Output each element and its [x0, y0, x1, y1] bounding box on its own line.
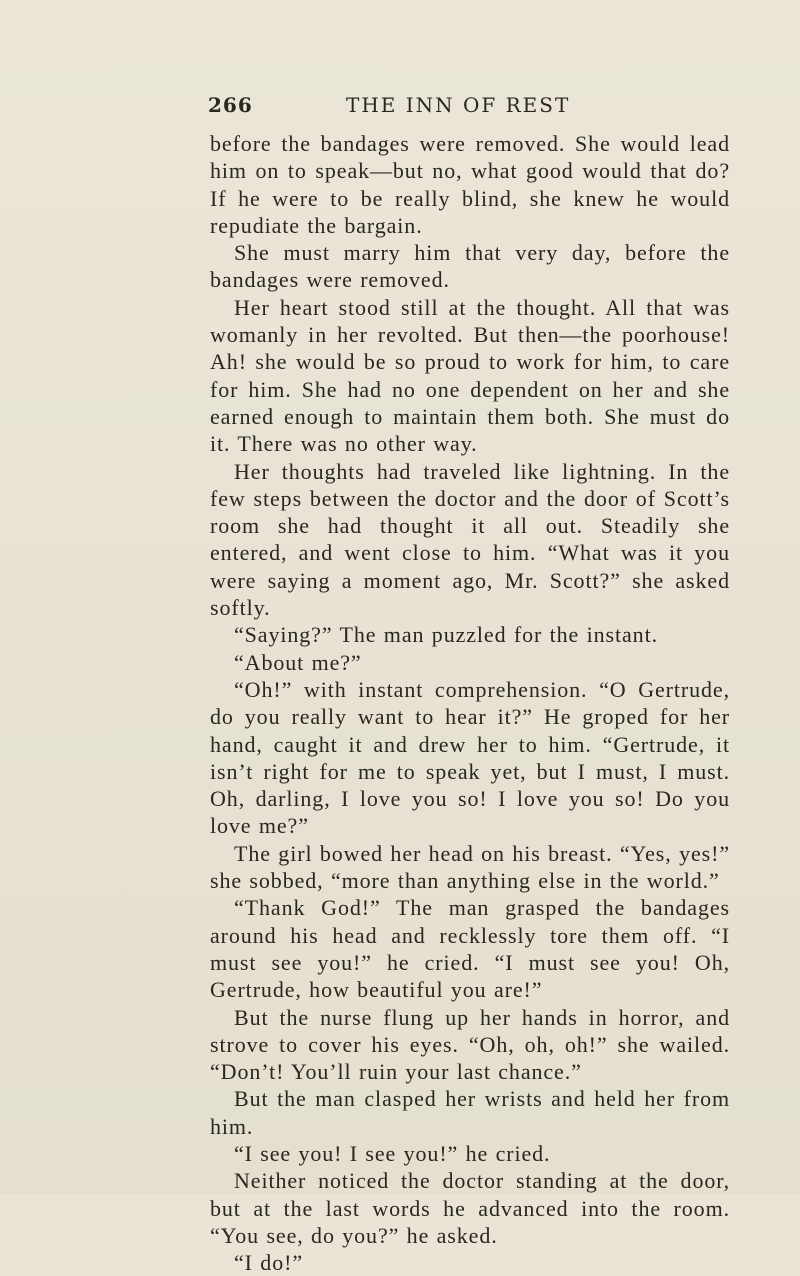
- paragraph: But the nurse flung up her hands in horror, and strove to cover his eyes. “Oh, oh, oh!” she wailed. “Don’t! You’ll ruin your last chance.”: [210, 1004, 730, 1085]
- paragraph: “I see you! I see you!” he cried.: [234, 1140, 551, 1166]
- page-header: [208, 93, 728, 119]
- paragraph: “About me?”: [234, 649, 362, 675]
- paragraph: “I do!”: [234, 1250, 303, 1276]
- paragraph: “Saying?” The man puzzled for the instant.: [234, 622, 658, 648]
- paragraph: She must marry him that very day, before the bandages were removed.: [210, 240, 730, 293]
- paragraph: The girl bowed her head on his breast. “Yes, yes!” she sobbed, “more than anything else in the world.”: [210, 840, 730, 894]
- paragraph: before the bandages were removed. She would lead him on to speak—but no, what good would that do? If he were to be really blind, she knew he would repudiate the bargain.: [210, 131, 730, 238]
- body-text: [210, 130, 730, 1276]
- running-title: THE INN OF REST: [346, 93, 571, 117]
- page-number: 266: [208, 93, 253, 117]
- paragraph: Neither noticed the doctor standing at the door, but at the last words he advanced into the room. “You see, do you?” he asked.: [210, 1168, 730, 1248]
- paragraph: Her thoughts had traveled like lightning. In the few steps between the doctor and the door of Scott’s room she had thought it all out. Steadily she entered, and went close to him. “What was it you were saying a moment ago, Mr. Scott?” she asked softly.: [210, 458, 730, 621]
- paragraph: But the man clasped her wrists and held her from him.: [210, 1086, 730, 1139]
- paragraph: “Thank God!” The man grasped the bandages around his head and recklessly tore them off. “I must see you!” he cried. “I must see you! Oh, Gertrude, how beautiful you are!”: [210, 895, 730, 1003]
- paragraph: “Oh!” with instant comprehension. “O Gertrude, do you really want to hear it?” He groped for her hand, caught it and drew her to him. “Gertrude, it isn’t right for me to speak yet, but I must, I must. Oh, darling, I love you so! I love you so! Do you love me?”: [210, 676, 730, 839]
- paragraph: Her heart stood still at the thought. All that was womanly in her revolted. But then—the poorhouse! Ah! she would be so proud to work for him, to care for him. She had no one dependent on her and she earned enough to maintain them both. She must do it. There was no other way.: [210, 294, 730, 457]
